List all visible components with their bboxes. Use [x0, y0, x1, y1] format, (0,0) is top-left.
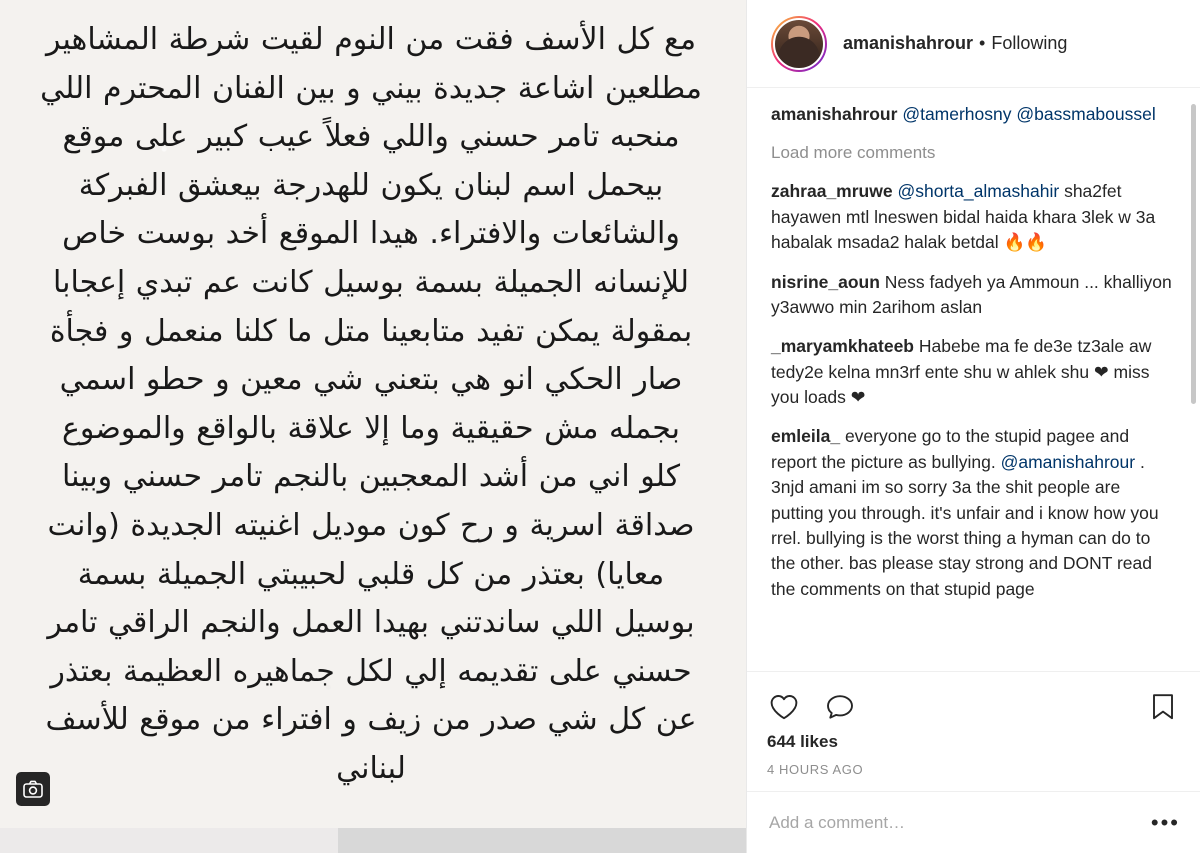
post-header — [747, 0, 1200, 88]
action-icons-row — [767, 684, 1180, 730]
comment-text: sha2fet hayawen mtl lneswen bidal haida khara 3lek w 3a habalak msada2 halak betdal 🔥🔥 — [771, 181, 1156, 253]
comment-username[interactable]: _maryamkhateeb — [771, 336, 914, 357]
header-separator: • — [979, 33, 986, 53]
likes-count[interactable]: 644 likes — [767, 732, 838, 751]
post-caption — [771, 102, 1174, 127]
post-author-username[interactable]: amanishahrour — [843, 33, 974, 53]
post-header-meta — [843, 33, 1067, 54]
post-timestamp: 4 HOURS AGO — [767, 762, 864, 777]
comment-username[interactable]: zahraa_mruwe — [771, 181, 893, 202]
media-bottom-strip — [0, 828, 746, 853]
comment-mention[interactable]: @shorta_almashahir — [897, 181, 1060, 202]
comment-bubble-icon[interactable] — [823, 690, 857, 724]
comment-username[interactable]: nisrine_aoun — [771, 271, 880, 292]
comment-item — [771, 424, 1174, 602]
post-actions-bar — [747, 671, 1200, 791]
camera-badge-icon — [16, 772, 50, 806]
comments-list[interactable] — [747, 88, 1200, 671]
caption-username[interactable]: amanishahrour — [771, 104, 898, 124]
comments-scrollbar-thumb[interactable] — [1191, 104, 1196, 404]
comment-text-after: . 3njd amani im so sorry 3a the shit people are putting you through. it's unfair and i know how you rrel. bullying is the worst thing a hyman can do to the other. bas please stay strong and DONT read the comments on that stupid page — [771, 451, 1159, 599]
post-image-text: مع كل الأسف فقت من النوم لقيت شرطة المشاهير مطلعين اشاعة جديدة بيني و بين الفنان المحترم اللي منحبه تامر حسني واللي فعلاً عيب كبير على موقع بيحمل اسم لبنان يكون للهدرجة بيعشق الفبركة والشائعات والافتراء. هيدا الموقع أخد بوست خاص للإنسانه الجميلة بسمة بوسيل كانت عم تبدي إعجابا بمقولة يمكن تفيد متابعينا متل ما كلنا منعمل و فجأة صار الحكي انو هي بتعني شي معين و حطو اسمي بجمله مش حقيقية وما إلا علاقة بالواقع والموضوع كلو اني من أشد المعجبين بالنجم تامر حسني وبينا صداقة اسرية و رح كون موديل اغنيته الجديدة (وانت معايا) بعتذر من كل قلبي لحبيبتي الجميلة بسمة بوسيل اللي ساندتني بهيدا العمل والنجم الراقي تامر حسني على تقديمه إلي لكل جماهيره العظيمة بعتذر عن كل شي صدر من زيف و افتراء من موقع للأسف لبناني — [29, 22, 702, 786]
bookmark-icon[interactable] — [1146, 690, 1180, 724]
add-comment-input[interactable] — [767, 812, 1141, 834]
comment-item — [771, 334, 1174, 410]
post-options-button[interactable]: ••• — [1150, 809, 1180, 835]
comment-mention[interactable]: @amanishahrour — [1000, 451, 1136, 472]
comment-item — [771, 179, 1174, 255]
avatar[interactable] — [771, 16, 827, 72]
caption-mention-2[interactable]: @bassmaboussel — [1016, 104, 1156, 124]
caption-mention-1[interactable]: @tamerhosny — [902, 104, 1012, 124]
post-sidebar — [746, 0, 1200, 853]
comment-text-before: everyone go to the stupid pagee and report the picture as bullying. — [771, 426, 1130, 472]
comments-fade — [747, 645, 1200, 671]
comment-text: Habebe ma fe de3e tz3ale aw tedy2e kelna mn3rf ente shu w ahlek shu ❤ miss you loads ❤ — [771, 336, 1152, 407]
comment-username[interactable]: emleila_ — [771, 426, 841, 447]
heart-icon[interactable] — [767, 690, 801, 724]
load-more-comments-button[interactable]: Load more comments — [771, 143, 936, 163]
comment-text: Ness fadyeh ya Ammoun ... khalliyon y3awwo min 2arihom aslan — [771, 271, 1172, 317]
avatar-image — [773, 18, 825, 70]
follow-state-button[interactable]: Following — [991, 33, 1068, 53]
add-comment-row — [747, 791, 1200, 853]
comment-item — [771, 270, 1174, 321]
